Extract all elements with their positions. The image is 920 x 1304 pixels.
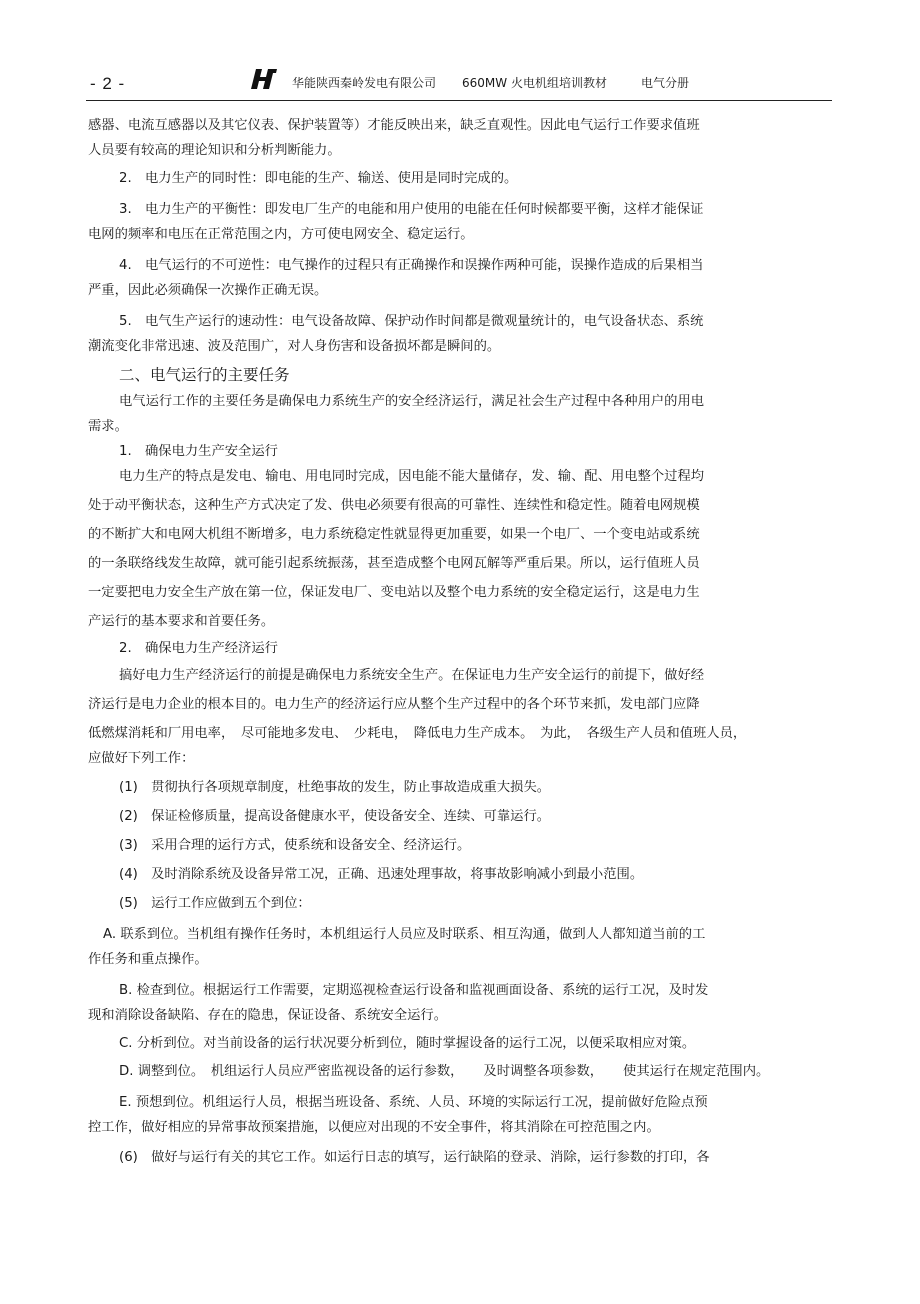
text-line: 5. 电气生产运行的速动性：电气设备故障、保护动作时间都是微观量统计的，电气设备状态、系统 bbox=[119, 314, 704, 329]
list-item bbox=[88, 169, 834, 188]
text-line: D. 调整到位。 机组运行人员应严密监视设备的运行参数， 及时调整各项参数， 使其运行在规定范围内。 bbox=[119, 1064, 770, 1079]
list-item bbox=[88, 1093, 834, 1137]
text-line: C. 分析到位。对当前设备的运行状况要分析到位，随时掌握设备的运行工况，以便采取相应对策。 bbox=[119, 1036, 696, 1051]
paragraph bbox=[88, 666, 834, 768]
text-line: 一定要把电力安全生产放在第一位，保证发电厂、变电站以及整个电力系统的安全稳定运行，这是电力生 bbox=[88, 585, 700, 600]
text-line: (3) 采用合理的运行方式，使系统和设备安全、经济运行。 bbox=[119, 838, 471, 853]
text-line: (6) 做好与运行有关的其它工作。如运行日志的填写，运行缺陷的登录、消除，运行参数的打印，各 bbox=[119, 1150, 710, 1165]
text-line: 现和消除设备缺陷、存在的隐患，保证设备、系统安全运行。 bbox=[88, 1008, 448, 1023]
text-line: 潮流变化非常迅速、波及范围广，对人身伤害和设备损坏都是瞬间的。 bbox=[88, 339, 501, 354]
text-line: 的不断扩大和电网大机组不断增多，电力系统稳定性就显得更加重要，如果一个电厂、一个变电站或系统 bbox=[88, 527, 700, 542]
text-line: 电气运行工作的主要任务是确保电力系统生产的安全经济运行，满足社会生产过程中各种用户的用电 bbox=[119, 394, 705, 409]
text-line: 控工作，做好相应的异常事故预案措施，以便应对出现的不安全事件，将其消除在可控范围之内。 bbox=[88, 1120, 660, 1135]
text-line: 电力生产的特点是发电、输电、用电同时完成，因电能不能大量储存，发、输、配、用电整个过程均 bbox=[119, 469, 705, 484]
page-header bbox=[86, 66, 832, 101]
text-line: (5) 运行工作应做到五个到位： bbox=[119, 896, 311, 911]
text-line: 处于动平衡状态，这种生产方式决定了发、供电必须要有很高的可靠性、连续性和稳定性。随着电网规模 bbox=[88, 498, 700, 513]
text-line: 的一条联络线发生故障，就可能引起系统振荡，甚至造成整个电网瓦解等严重后果。所以，运行值班人员 bbox=[88, 556, 700, 571]
subheading bbox=[88, 442, 834, 461]
text-line: 作任务和重点操作。 bbox=[88, 952, 208, 967]
text-line: 济运行是电力企业的根本目的。电力生产的经济运行应从整个生产过程中的各个环节来抓，发电部门应降 bbox=[88, 697, 700, 712]
text-line: E. 预想到位。机组运行人员，根据当班设备、系统、人员、环境的实际运行工况，提前做好危险点预 bbox=[119, 1095, 708, 1110]
textbook-title: 660MW 火电机组培训教材 bbox=[462, 76, 607, 90]
text-line: 感器、电流互感器以及其它仪表、保护装置等）才能反映出来，缺乏直观性。因此电气运行工作要求值班 bbox=[88, 118, 700, 133]
list-item bbox=[88, 836, 834, 855]
subheading-text: 2. 确保电力生产经济运行 bbox=[119, 641, 278, 656]
paragraph bbox=[88, 392, 834, 436]
volume-title: 电气分册 bbox=[641, 76, 690, 90]
list-item bbox=[88, 894, 834, 913]
list-item bbox=[88, 778, 834, 797]
list-item bbox=[88, 865, 834, 884]
text-line: 4. 电气运行的不可逆性：电气操作的过程只有正确操作和误操作两种可能，误操作造成的后果相当 bbox=[119, 258, 704, 273]
list-item bbox=[88, 807, 834, 826]
list-item bbox=[88, 1034, 834, 1053]
list-item bbox=[88, 1062, 834, 1081]
list-item bbox=[88, 200, 834, 244]
text-line: 严重，因此必须确保一次操作正确无误。 bbox=[88, 283, 328, 298]
list-item bbox=[88, 1148, 834, 1167]
section-title: 二、电气运行的主要任务 bbox=[119, 366, 290, 384]
text-line: 低燃煤消耗和厂用电率， 尽可能地多发电、 少耗电， 降低电力生产成本。 为此， 各级生产人员和值班人员， bbox=[88, 726, 747, 741]
text-line: 应做好下列工作： bbox=[88, 751, 195, 766]
document-body bbox=[88, 116, 834, 1167]
subheading-text: 1. 确保电力生产安全运行 bbox=[119, 444, 278, 459]
subheading bbox=[88, 639, 834, 658]
paragraph-continuation bbox=[88, 116, 834, 160]
text-line: 人员要有较高的理论知识和分析判断能力。 bbox=[88, 143, 341, 158]
list-item bbox=[88, 256, 834, 300]
text-line: A. 联系到位。当机组有操作任务时，本机组运行人员应及时联系、相互沟通，做到人人都知道当前的工 bbox=[103, 927, 706, 942]
section-heading bbox=[88, 364, 834, 386]
text-line: 搞好电力生产经济运行的前提是确保电力系统安全生产。在保证电力生产安全运行的前提下，做好经 bbox=[119, 668, 705, 683]
text-line: (1) 贯彻执行各项规章制度，杜绝事故的发生，防止事故造成重大损失。 bbox=[119, 780, 551, 795]
text-line: 电网的频率和电压在正常范围之内，方可使电网安全、稳定运行。 bbox=[88, 227, 474, 242]
page-number: - 2 - bbox=[90, 74, 126, 93]
text-line: (2) 保证检修质量，提高设备健康水平，使设备安全、连续、可靠运行。 bbox=[119, 809, 551, 824]
text-line: 产运行的基本要求和首要任务。 bbox=[88, 614, 275, 629]
company-name: 华能陕西秦岭发电有限公司 bbox=[292, 76, 437, 90]
text-line: 3. 电力生产的平衡性：即发电厂生产的电能和用户使用的电能在任何时候都要平衡，这样才能保证 bbox=[119, 202, 704, 217]
text-line: (4) 及时消除系统及设备异常工况，正确、迅速处理事故，将事故影响减小到最小范围。 bbox=[119, 867, 644, 882]
text-line: 2. 电力生产的同时性：即电能的生产、输送、使用是同时完成的。 bbox=[119, 171, 518, 186]
list-item bbox=[88, 925, 834, 969]
paragraph bbox=[88, 467, 834, 631]
list-item bbox=[88, 312, 834, 356]
list-item bbox=[88, 981, 834, 1025]
company-logo-icon bbox=[251, 68, 277, 90]
text-line: 需求。 bbox=[88, 419, 128, 434]
text-line: B. 检查到位。根据运行工作需要，定期巡视检查运行设备和监视画面设备、系统的运行工况，及时发 bbox=[119, 983, 709, 998]
